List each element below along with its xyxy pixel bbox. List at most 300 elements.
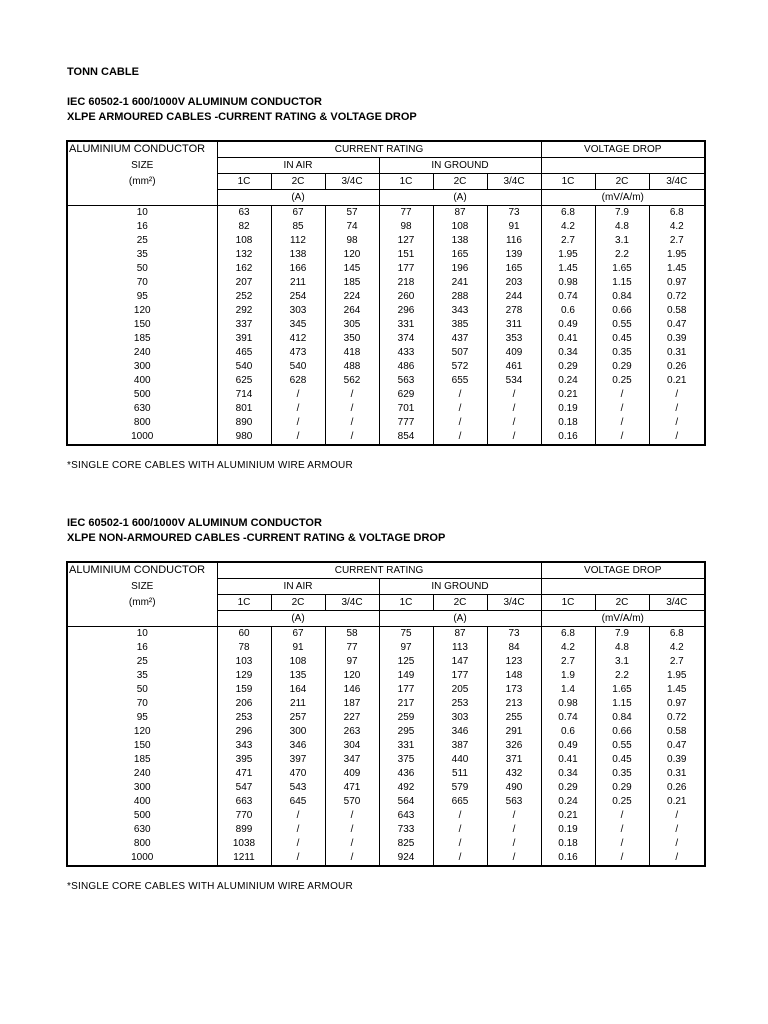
table-row <box>67 304 705 318</box>
value-cell: / <box>271 416 325 430</box>
value-cell: 123 <box>487 655 541 669</box>
value-cell: 0.47 <box>649 739 705 753</box>
value-cell: 85 <box>271 220 325 234</box>
value-cell: / <box>487 430 541 445</box>
value-cell: / <box>325 809 379 823</box>
value-cell: 645 <box>271 795 325 809</box>
value-cell: 409 <box>325 767 379 781</box>
table-row <box>67 809 705 823</box>
value-cell: 733 <box>379 823 433 837</box>
value-cell: 562 <box>325 374 379 388</box>
value-cell: 0.97 <box>649 276 705 290</box>
value-cell: / <box>433 851 487 866</box>
value-cell: / <box>487 809 541 823</box>
value-cell: 162 <box>217 262 271 276</box>
value-cell: 113 <box>433 641 487 655</box>
value-cell: 432 <box>487 767 541 781</box>
header-size-unit: (mm²) <box>67 595 217 611</box>
value-cell: 0.34 <box>541 767 595 781</box>
value-cell: 57 <box>325 206 379 221</box>
value-cell: 387 <box>433 739 487 753</box>
value-cell: 218 <box>379 276 433 290</box>
value-cell: 4.8 <box>595 641 649 655</box>
value-cell: / <box>649 402 705 416</box>
value-cell: 206 <box>217 697 271 711</box>
value-cell: 777 <box>379 416 433 430</box>
value-cell: 924 <box>379 851 433 866</box>
value-cell: 75 <box>379 627 433 642</box>
table-row <box>67 627 705 642</box>
table-row <box>67 795 705 809</box>
header-in-air: IN AIR <box>217 158 379 174</box>
value-cell: 73 <box>487 206 541 221</box>
table-row <box>67 248 705 262</box>
value-cell: 304 <box>325 739 379 753</box>
value-cell: 543 <box>271 781 325 795</box>
size-cell: 800 <box>67 837 217 851</box>
header-size: SIZE <box>67 158 217 174</box>
value-cell: 563 <box>487 795 541 809</box>
section-2-heading-line2: XLPE NON-ARMOURED CABLES -CURRENT RATING & VOLTAGE DROP <box>67 532 446 544</box>
value-cell: 374 <box>379 332 433 346</box>
header-core-2c: 2C <box>271 595 325 611</box>
value-cell: 278 <box>487 304 541 318</box>
value-cell: / <box>595 823 649 837</box>
value-cell: 196 <box>433 262 487 276</box>
table-row <box>67 206 705 221</box>
size-cell: 400 <box>67 795 217 809</box>
value-cell: / <box>649 837 705 851</box>
header-core-34c: 3/4C <box>487 595 541 611</box>
header-in-ground: IN GROUND <box>379 158 541 174</box>
table-row <box>67 711 705 725</box>
value-cell: 0.41 <box>541 332 595 346</box>
value-cell: / <box>433 416 487 430</box>
value-cell: 397 <box>271 753 325 767</box>
value-cell: 625 <box>217 374 271 388</box>
value-cell: 4.2 <box>541 220 595 234</box>
table-row <box>67 430 705 445</box>
value-cell: 112 <box>271 234 325 248</box>
value-cell: 347 <box>325 753 379 767</box>
value-cell: 0.21 <box>649 374 705 388</box>
size-cell: 35 <box>67 248 217 262</box>
size-cell: 630 <box>67 823 217 837</box>
value-cell: 353 <box>487 332 541 346</box>
value-cell: 461 <box>487 360 541 374</box>
table-row <box>67 290 705 304</box>
value-cell: 0.35 <box>595 346 649 360</box>
value-cell: 145 <box>325 262 379 276</box>
size-cell: 630 <box>67 402 217 416</box>
value-cell: / <box>649 809 705 823</box>
value-cell: 0.18 <box>541 837 595 851</box>
value-cell: 0.16 <box>541 430 595 445</box>
size-cell: 240 <box>67 767 217 781</box>
value-cell: 241 <box>433 276 487 290</box>
value-cell: 252 <box>217 290 271 304</box>
value-cell: 437 <box>433 332 487 346</box>
header-conductor: ALUMINIUM CONDUCTOR <box>67 141 217 158</box>
value-cell: 825 <box>379 837 433 851</box>
value-cell: 291 <box>487 725 541 739</box>
value-cell: 177 <box>379 262 433 276</box>
value-cell: 0.21 <box>541 388 595 402</box>
value-cell: 0.98 <box>541 697 595 711</box>
value-cell: 3.1 <box>595 234 649 248</box>
value-cell: 665 <box>433 795 487 809</box>
value-cell: / <box>325 823 379 837</box>
table-row <box>67 220 705 234</box>
value-cell: 412 <box>271 332 325 346</box>
header-voltage-drop: VOLTAGE DROP <box>541 141 705 158</box>
value-cell: 0.31 <box>649 346 705 360</box>
value-cell: 4.2 <box>649 641 705 655</box>
value-cell: 1.65 <box>595 683 649 697</box>
value-cell: 331 <box>379 739 433 753</box>
value-cell: / <box>271 809 325 823</box>
table-row <box>67 388 705 402</box>
header-core-2c: 2C <box>271 174 325 190</box>
value-cell: 1.65 <box>595 262 649 276</box>
value-cell: / <box>487 416 541 430</box>
value-cell: 4.8 <box>595 220 649 234</box>
value-cell: 253 <box>433 697 487 711</box>
value-cell: 801 <box>217 402 271 416</box>
value-cell: 0.66 <box>595 725 649 739</box>
value-cell: 7.9 <box>595 627 649 642</box>
value-cell: 663 <box>217 795 271 809</box>
value-cell: 326 <box>487 739 541 753</box>
value-cell: 0.35 <box>595 767 649 781</box>
value-cell: 0.31 <box>649 767 705 781</box>
value-cell: 259 <box>379 711 433 725</box>
value-cell: / <box>649 416 705 430</box>
value-cell: 0.58 <box>649 304 705 318</box>
value-cell: 187 <box>325 697 379 711</box>
value-cell: 2.7 <box>541 234 595 248</box>
value-cell: 343 <box>433 304 487 318</box>
size-cell: 25 <box>67 234 217 248</box>
value-cell: 0.34 <box>541 346 595 360</box>
value-cell: 2.7 <box>541 655 595 669</box>
value-cell: 0.19 <box>541 823 595 837</box>
value-cell: 395 <box>217 753 271 767</box>
value-cell: / <box>325 851 379 866</box>
value-cell: 433 <box>379 346 433 360</box>
value-cell: 350 <box>325 332 379 346</box>
size-cell: 25 <box>67 655 217 669</box>
value-cell: 0.19 <box>541 402 595 416</box>
table-row <box>67 332 705 346</box>
value-cell: 166 <box>271 262 325 276</box>
value-cell: 1.95 <box>541 248 595 262</box>
value-cell: 295 <box>379 725 433 739</box>
value-cell: 854 <box>379 430 433 445</box>
size-cell: 300 <box>67 781 217 795</box>
value-cell: / <box>325 416 379 430</box>
value-cell: 138 <box>433 234 487 248</box>
value-cell: 331 <box>379 318 433 332</box>
header-core-1c: 1C <box>379 595 433 611</box>
value-cell: 164 <box>271 683 325 697</box>
value-cell: 409 <box>487 346 541 360</box>
value-cell: 263 <box>325 725 379 739</box>
value-cell: / <box>271 430 325 445</box>
value-cell: 0.29 <box>595 360 649 374</box>
value-cell: 6.8 <box>541 627 595 642</box>
value-cell: 7.9 <box>595 206 649 221</box>
value-cell: / <box>595 388 649 402</box>
value-cell: 0.98 <box>541 276 595 290</box>
value-cell: 211 <box>271 276 325 290</box>
value-cell: 0.24 <box>541 374 595 388</box>
value-cell: 120 <box>325 669 379 683</box>
table-row <box>67 234 705 248</box>
value-cell: 185 <box>325 276 379 290</box>
value-cell: 1211 <box>217 851 271 866</box>
header-in-air: IN AIR <box>217 579 379 595</box>
size-cell: 120 <box>67 725 217 739</box>
header-core-1c: 1C <box>379 174 433 190</box>
value-cell: 1.95 <box>649 669 705 683</box>
value-cell: 0.6 <box>541 304 595 318</box>
value-cell: 701 <box>379 402 433 416</box>
header-blank <box>541 579 705 595</box>
header-core-1c: 1C <box>541 595 595 611</box>
value-cell: 0.6 <box>541 725 595 739</box>
value-cell: 385 <box>433 318 487 332</box>
value-cell: 257 <box>271 711 325 725</box>
value-cell: 418 <box>325 346 379 360</box>
value-cell: 0.25 <box>595 795 649 809</box>
value-cell: 73 <box>487 627 541 642</box>
value-cell: 74 <box>325 220 379 234</box>
value-cell: 534 <box>487 374 541 388</box>
value-cell: 165 <box>487 262 541 276</box>
value-cell: 465 <box>217 346 271 360</box>
value-cell: 547 <box>217 781 271 795</box>
value-cell: 572 <box>433 360 487 374</box>
value-cell: 1.45 <box>541 262 595 276</box>
value-cell: 0.72 <box>649 290 705 304</box>
value-cell: 980 <box>217 430 271 445</box>
value-cell: 108 <box>217 234 271 248</box>
value-cell: 1.9 <box>541 669 595 683</box>
value-cell: 6.8 <box>649 206 705 221</box>
value-cell: 292 <box>217 304 271 318</box>
size-cell: 16 <box>67 641 217 655</box>
value-cell: / <box>595 809 649 823</box>
value-cell: 97 <box>325 655 379 669</box>
value-cell: 203 <box>487 276 541 290</box>
value-cell: 151 <box>379 248 433 262</box>
value-cell: 311 <box>487 318 541 332</box>
value-cell: 91 <box>487 220 541 234</box>
size-cell: 1000 <box>67 430 217 445</box>
value-cell: 211 <box>271 697 325 711</box>
value-cell: 146 <box>325 683 379 697</box>
value-cell: 492 <box>379 781 433 795</box>
value-cell: 0.26 <box>649 781 705 795</box>
value-cell: / <box>595 851 649 866</box>
value-cell: 0.39 <box>649 332 705 346</box>
value-cell: 132 <box>217 248 271 262</box>
value-cell: / <box>433 837 487 851</box>
value-cell: 165 <box>433 248 487 262</box>
value-cell: 138 <box>271 248 325 262</box>
size-cell: 185 <box>67 332 217 346</box>
value-cell: / <box>271 388 325 402</box>
header-conductor: ALUMINIUM CONDUCTOR <box>67 562 217 579</box>
value-cell: 628 <box>271 374 325 388</box>
value-cell: 471 <box>217 767 271 781</box>
value-cell: 0.39 <box>649 753 705 767</box>
value-cell: 0.16 <box>541 851 595 866</box>
header-core-34c: 3/4C <box>325 595 379 611</box>
table-row <box>67 318 705 332</box>
value-cell: / <box>271 823 325 837</box>
value-cell: 391 <box>217 332 271 346</box>
value-cell: 346 <box>271 739 325 753</box>
value-cell: / <box>433 809 487 823</box>
header-core-34c: 3/4C <box>487 174 541 190</box>
table-row <box>67 767 705 781</box>
value-cell: 244 <box>487 290 541 304</box>
value-cell: 224 <box>325 290 379 304</box>
value-cell: 345 <box>271 318 325 332</box>
value-cell: 87 <box>433 206 487 221</box>
value-cell: 129 <box>217 669 271 683</box>
header-blank <box>67 190 217 206</box>
value-cell: 0.55 <box>595 739 649 753</box>
table-row <box>67 416 705 430</box>
value-cell: 300 <box>271 725 325 739</box>
value-cell: 2.2 <box>595 669 649 683</box>
section-2-note: *SINGLE CORE CABLES WITH ALUMINIUM WIRE ARMOUR <box>67 881 353 892</box>
value-cell: 205 <box>433 683 487 697</box>
value-cell: 60 <box>217 627 271 642</box>
size-cell: 70 <box>67 276 217 290</box>
size-cell: 300 <box>67 360 217 374</box>
header-size-unit: (mm²) <box>67 174 217 190</box>
value-cell: / <box>487 388 541 402</box>
value-cell: 0.21 <box>541 809 595 823</box>
value-cell: / <box>649 823 705 837</box>
value-cell: 3.1 <box>595 655 649 669</box>
value-cell: 470 <box>271 767 325 781</box>
section-1-heading-line2: XLPE ARMOURED CABLES -CURRENT RATING & VOLTAGE DROP <box>67 111 417 123</box>
table-row <box>67 346 705 360</box>
value-cell: 0.58 <box>649 725 705 739</box>
value-cell: / <box>487 837 541 851</box>
value-cell: 127 <box>379 234 433 248</box>
value-cell: 0.84 <box>595 290 649 304</box>
table-row <box>67 276 705 290</box>
value-cell: 98 <box>379 220 433 234</box>
value-cell: 303 <box>433 711 487 725</box>
value-cell: 255 <box>487 711 541 725</box>
value-cell: 264 <box>325 304 379 318</box>
value-cell: 254 <box>271 290 325 304</box>
value-cell: 1.95 <box>649 248 705 262</box>
value-cell: 375 <box>379 753 433 767</box>
value-cell: 0.97 <box>649 697 705 711</box>
section-1-heading-line1: IEC 60502-1 600/1000V ALUMINUM CONDUCTOR <box>67 96 322 108</box>
value-cell: 303 <box>271 304 325 318</box>
size-cell: 120 <box>67 304 217 318</box>
value-cell: / <box>325 430 379 445</box>
value-cell: 511 <box>433 767 487 781</box>
size-cell: 35 <box>67 669 217 683</box>
non-armoured-cable-table <box>66 561 706 867</box>
value-cell: 77 <box>325 641 379 655</box>
header-core-34c: 3/4C <box>649 595 705 611</box>
doc-title: TONN CABLE <box>67 66 139 78</box>
value-cell: 629 <box>379 388 433 402</box>
value-cell: 2.7 <box>649 655 705 669</box>
value-cell: 564 <box>379 795 433 809</box>
value-cell: 436 <box>379 767 433 781</box>
value-cell: 0.74 <box>541 711 595 725</box>
value-cell: 288 <box>433 290 487 304</box>
size-cell: 95 <box>67 711 217 725</box>
table-row <box>67 374 705 388</box>
header-blank <box>67 611 217 627</box>
value-cell: 488 <box>325 360 379 374</box>
value-cell: 2.2 <box>595 248 649 262</box>
value-cell: 337 <box>217 318 271 332</box>
header-in-ground: IN GROUND <box>379 579 541 595</box>
header-core-34c: 3/4C <box>649 174 705 190</box>
value-cell: 0.26 <box>649 360 705 374</box>
value-cell: 227 <box>325 711 379 725</box>
value-cell: 67 <box>271 627 325 642</box>
value-cell: 471 <box>325 781 379 795</box>
table-row <box>67 669 705 683</box>
value-cell: 343 <box>217 739 271 753</box>
value-cell: 103 <box>217 655 271 669</box>
header-unit-voltage-drop: (mV/A/m) <box>541 190 705 206</box>
value-cell: / <box>433 402 487 416</box>
value-cell: 0.47 <box>649 318 705 332</box>
header-blank <box>541 158 705 174</box>
value-cell: / <box>595 416 649 430</box>
value-cell: 296 <box>379 304 433 318</box>
value-cell: / <box>649 430 705 445</box>
value-cell: 97 <box>379 641 433 655</box>
value-cell: / <box>487 402 541 416</box>
value-cell: 0.21 <box>649 795 705 809</box>
table-row <box>67 262 705 276</box>
value-cell: 84 <box>487 641 541 655</box>
table-row <box>67 655 705 669</box>
value-cell: 1.15 <box>595 697 649 711</box>
section-1-note: *SINGLE CORE CABLES WITH ALUMINIUM WIRE ARMOUR <box>67 460 353 471</box>
value-cell: 0.29 <box>541 360 595 374</box>
table-row <box>67 402 705 416</box>
value-cell: / <box>595 837 649 851</box>
value-cell: 0.45 <box>595 332 649 346</box>
value-cell: 4.2 <box>541 641 595 655</box>
value-cell: 473 <box>271 346 325 360</box>
value-cell: / <box>649 388 705 402</box>
value-cell: / <box>325 837 379 851</box>
value-cell: 0.49 <box>541 739 595 753</box>
value-cell: 0.24 <box>541 795 595 809</box>
value-cell: 0.25 <box>595 374 649 388</box>
header-core-2c: 2C <box>595 174 649 190</box>
